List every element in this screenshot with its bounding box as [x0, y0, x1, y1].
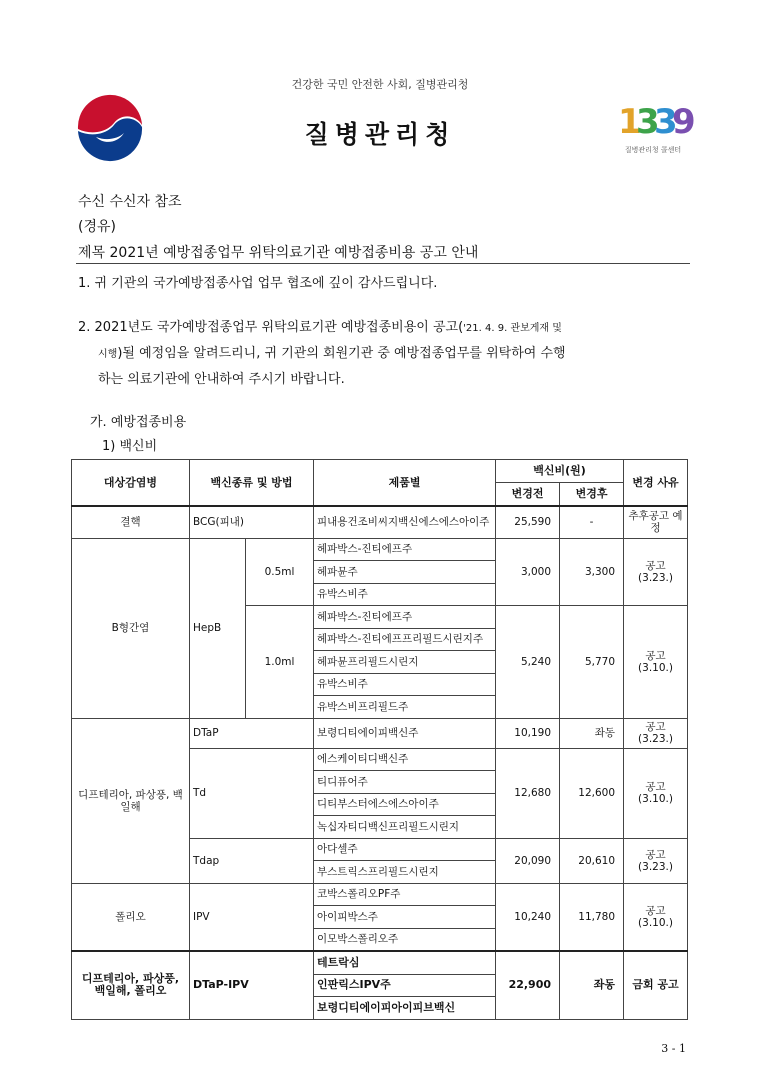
- tb-disease: 결핵: [72, 506, 190, 538]
- combo-product-2: 인판릭스IPV주: [314, 974, 496, 997]
- tdap-reason: 공고 (3.23.): [624, 838, 688, 883]
- polio-vaccine: IPV: [190, 883, 314, 951]
- polio-product-1: 코박스폴리오PF주: [314, 883, 496, 906]
- td-product-3: 디티부스터에스에스아이주: [314, 793, 496, 816]
- polio-reason: 공고 (3.10.): [624, 883, 688, 951]
- hepb-dose1-product-2: 헤파뮨주: [314, 561, 496, 584]
- recipient-line: 수신 수신자 참조: [78, 194, 182, 210]
- hepb-disease: B형간염: [72, 538, 190, 718]
- hepb-dose2-product-3: 헤파뮨프리필드시린지: [314, 651, 496, 674]
- vaccine-cost-table: [71, 459, 688, 1020]
- hepb-dose1-product-1: 헤파박스-진티에프주: [314, 538, 496, 561]
- tb-product: 피내용건조비씨지백신에스에스아이주: [314, 506, 496, 538]
- combo-before: 22,900: [496, 951, 560, 1019]
- combo-reason: 금회 공고: [624, 951, 688, 1019]
- tdap-product-1: 아다셀주: [314, 838, 496, 861]
- hepb-dose2: 1.0ml: [246, 606, 314, 719]
- hepb-dose2-before: 5,240: [496, 606, 560, 719]
- tdap-product-2: 부스트릭스프리필드시린지: [314, 861, 496, 884]
- tb-reason: 추후공고 예정: [624, 506, 688, 538]
- combo-product-1: 테트락심: [314, 951, 496, 974]
- hepb-dose1-product-3: 유박스비주: [314, 583, 496, 606]
- header-disease: 대상감염병: [72, 460, 190, 507]
- combo-disease: 디프테리아, 파상풍, 백일해, 폴리오: [72, 951, 190, 1019]
- tdap-before: 20,090: [496, 838, 560, 883]
- svg-text:3: 3: [654, 102, 678, 142]
- hepb-dose2-reason: 공고 (3.10.): [624, 606, 688, 719]
- polio-product-3: 이모박스폴리오주: [314, 928, 496, 951]
- slogan: 건강한 국민 안전한 사회, 질병관리청: [291, 78, 469, 91]
- paragraph-2-line1: 2. 2021년도 국가예방접종업무 위탁의료기관 예방접종비용이 공고('21. 4. 9. 관보게재 및: [78, 320, 562, 335]
- td-product-4: 녹십자티디백신프리필드시린지: [314, 816, 496, 839]
- svg-text:1: 1: [618, 102, 642, 142]
- header-cost: 백신비(원): [496, 460, 624, 483]
- callcenter-1339-icon: [614, 95, 696, 143]
- polio-before: 10,240: [496, 883, 560, 951]
- header-vaccine-method: 백신종류 및 방법: [190, 460, 314, 507]
- hepb-dose1: 0.5ml: [246, 538, 314, 606]
- hepb-dose2-product-4: 유박스비주: [314, 673, 496, 696]
- polio-product-2: 아이피박스주: [314, 906, 496, 929]
- dtap-before: 10,190: [496, 718, 560, 748]
- polio-disease: 폴리오: [72, 883, 190, 951]
- agency-title: 질병관리청: [304, 120, 456, 149]
- section-heading-ga: 가. 예방접종비용: [90, 415, 187, 430]
- callcenter-logo: [608, 95, 698, 155]
- page-number: 3 - 1: [661, 1042, 686, 1055]
- dtap-vaccine: DTaP: [190, 718, 314, 748]
- hepb-dose2-after: 5,770: [560, 606, 624, 719]
- tdap-vaccine: Tdap: [190, 838, 314, 883]
- via-line: (경유): [78, 219, 116, 235]
- dtap-product: 보령디티에이피백신주: [314, 718, 496, 748]
- hepb-dose1-reason: 공고 (3.23.): [624, 538, 688, 606]
- header-product: 제품별: [314, 460, 496, 507]
- subject-line: 제목 2021년 예방접종업무 위탁의료기관 예방접종비용 공고 안내: [78, 245, 479, 261]
- paragraph-1: 1. 귀 기관의 국가예방접종사업 업무 협조에 깊이 감사드립니다.: [78, 276, 438, 291]
- hepb-dose2-product-1: 헤파박스-진티에프주: [314, 606, 496, 629]
- hepb-dose1-after: 3,300: [560, 538, 624, 606]
- hepb-dose1-before: 3,000: [496, 538, 560, 606]
- combo-after: 좌동: [560, 951, 624, 1019]
- hepb-vaccine: HepB: [190, 538, 246, 718]
- td-before: 12,680: [496, 748, 560, 838]
- paragraph-2-line2: 시행)될 예정임을 알려드리니, 귀 기관의 회원기관 중 예방접종업무를 위탁하여 수행: [98, 346, 566, 361]
- tdap-after: 20,610: [560, 838, 624, 883]
- combo-product-3: 보령디티에이피아이피브백신: [314, 997, 496, 1020]
- header-before: 변경전: [496, 483, 560, 507]
- svg-text:9: 9: [672, 102, 696, 142]
- dtp-disease: 디프테리아, 파상풍, 백일해: [72, 718, 190, 883]
- td-reason: 공고 (3.10.): [624, 748, 688, 838]
- hepb-dose2-product-2: 헤파박스-진티에프프리필드시린지주: [314, 628, 496, 651]
- td-after: 12,600: [560, 748, 624, 838]
- tb-after: -: [560, 506, 624, 538]
- combo-vaccine: DTaP-IPV: [190, 951, 314, 1019]
- td-product-2: 티디퓨어주: [314, 771, 496, 794]
- callcenter-caption: 질병관리청 콜센터: [624, 146, 682, 154]
- dtap-reason: 공고 (3.23.): [624, 718, 688, 748]
- td-product-1: 에스케이티디백신주: [314, 748, 496, 771]
- svg-text:3: 3: [636, 102, 660, 142]
- subject-divider: [76, 263, 690, 264]
- hepb-dose2-product-5: 유박스비프리필드주: [314, 696, 496, 719]
- tb-vaccine: BCG(피내): [190, 506, 314, 538]
- paragraph-2: [78, 315, 690, 392]
- td-vaccine: Td: [190, 748, 314, 838]
- tb-before: 25,590: [496, 506, 560, 538]
- section-heading-vaccine-cost: 1) 백신비: [102, 439, 158, 454]
- header-after: 변경후: [560, 483, 624, 507]
- polio-after: 11,780: [560, 883, 624, 951]
- header-reason: 변경 사유: [624, 460, 688, 507]
- paragraph-2-line3: 하는 의료기관에 안내하여 주시기 바랍니다.: [98, 372, 345, 387]
- dtap-after: 좌동: [560, 718, 624, 748]
